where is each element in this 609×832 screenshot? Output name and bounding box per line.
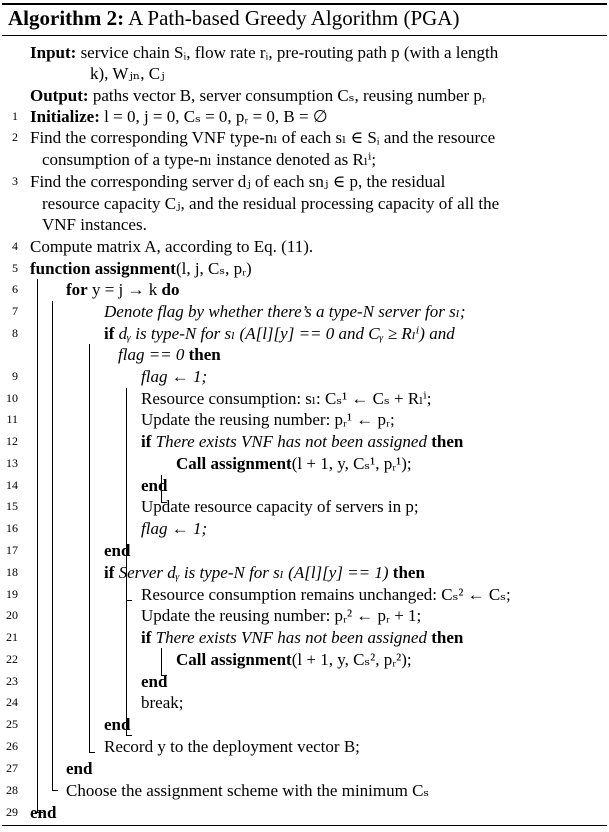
block-bar [161, 648, 162, 675]
algorithm-line [42, 149, 376, 170]
block-hook [52, 790, 58, 791]
algorithm-line [30, 171, 445, 192]
keyword: end [104, 541, 131, 560]
algorithm-line [66, 279, 180, 300]
bottom-rule [2, 825, 607, 826]
line-text: Resource consumption remains unchanged: Cₛ² ← Cₛ; [141, 585, 511, 604]
line-text: Update the reusing number: pᵣ¹ ← pᵣ; [141, 410, 395, 429]
algorithm-line [42, 193, 499, 214]
line-text: Update the reusing number: pᵣ² ← pᵣ + 1; [141, 606, 422, 625]
title-rule [2, 35, 607, 36]
keyword: end [30, 803, 57, 822]
algorithm-line [104, 562, 425, 583]
line-number: 7 [12, 304, 18, 318]
line-number: 1 [12, 109, 18, 123]
line-number: 18 [6, 565, 18, 579]
keyword: Initialize: [30, 107, 100, 126]
algorithm-title [8, 6, 459, 31]
line-text: There exists VNF has not been assigned [151, 432, 432, 451]
block-hook [161, 675, 167, 676]
line-number: 14 [6, 478, 18, 492]
output-text: paths vector B, server consumption Cₛ, reusing number pᵣ [92, 86, 486, 105]
algorithm-line [141, 605, 421, 626]
line-text: flag ← 1; [141, 367, 208, 386]
algorithm-line [141, 627, 463, 648]
top-rule [2, 3, 607, 5]
line-text: dᵧ is type-N for sₗ (A[l][y] == 0 and Cᵧ ≥ Rₗⁱ) and [114, 324, 455, 343]
keyword: end [66, 759, 93, 778]
block-hook [37, 812, 43, 813]
line-text: Update resource capacity of servers in p; [141, 497, 419, 516]
algorithm-line [104, 323, 455, 344]
algorithm-line [141, 496, 419, 517]
line-number: 4 [12, 239, 18, 253]
line-text: flag ← 1; [141, 519, 208, 538]
line-text: (l + 1, y, Cₛ², pᵣ²); [291, 650, 412, 669]
keyword: function assignment [30, 259, 176, 278]
algorithm-line [141, 692, 183, 713]
line-number: 6 [12, 282, 18, 296]
algorithm-line [141, 475, 167, 496]
line-text: Record y to the deployment vector B; [104, 737, 360, 756]
algorithm-line [141, 584, 511, 605]
keyword-then: then [431, 628, 464, 647]
line-text: y = j → k [87, 280, 162, 299]
input-line-1 [30, 42, 498, 63]
line-number: 19 [6, 587, 18, 601]
keyword-then: then [188, 345, 221, 364]
line-number: 8 [12, 326, 18, 340]
line-number: 29 [6, 805, 18, 819]
input-text-2: k), Wⱼₙ, Cⱼ [90, 64, 165, 83]
algorithm-line [30, 802, 56, 823]
block-bar [52, 301, 53, 790]
algorithm-line [176, 649, 412, 670]
line-number: 17 [6, 543, 18, 557]
algorithm-line [66, 780, 429, 801]
line-text: consumption of a type-nₗ instance denoted as Rₗⁱ; [42, 150, 377, 169]
line-text: VNF instances. [42, 215, 147, 234]
line-number: 20 [6, 608, 18, 622]
block-bar [126, 601, 127, 735]
algorithm-line [141, 518, 207, 539]
line-text: (l, j, Cₛ, pᵣ) [175, 259, 252, 278]
line-text: Compute matrix A, according to Eq. (11). [30, 237, 314, 256]
line-number: 27 [6, 761, 18, 775]
keyword: if [141, 432, 152, 451]
algorithm-line [176, 453, 412, 474]
block-bar [89, 344, 90, 752]
algorithm-line [104, 301, 466, 322]
keyword: if [104, 563, 115, 582]
keyword: end [141, 476, 168, 495]
line-text: Denote flag by whether there’s a type-N server for sₗ; [104, 302, 466, 321]
algorithm-label: Algorithm 2: [8, 6, 125, 30]
algorithm-line [141, 388, 431, 409]
line-number: 10 [6, 391, 18, 405]
input-text-1: service chain Sᵢ, flow rate rᵢ, pre-routing path p (with a length [80, 43, 499, 62]
keyword: Call assignment [176, 650, 292, 669]
algorithm-line [42, 214, 147, 235]
line-text: break; [141, 693, 184, 712]
line-number: 21 [6, 630, 18, 644]
line-number: 2 [12, 130, 18, 144]
line-number: 9 [12, 369, 18, 383]
block-hook [89, 752, 95, 753]
keyword: end [104, 715, 131, 734]
block-hook [126, 735, 132, 736]
line-text: resource capacity Cⱼ, and the residual processing capacity of all the [42, 194, 500, 213]
line-number: 28 [6, 783, 18, 797]
algorithm-line [30, 258, 252, 279]
block-bar [37, 279, 38, 812]
algorithm-line [30, 127, 495, 148]
algorithm-line [66, 758, 92, 779]
keyword: for [66, 280, 88, 299]
keyword: if [141, 628, 152, 647]
output-label: Output: [30, 86, 89, 105]
line-text: l = 0, j = 0, Cₛ = 0, pᵣ = 0, B = ∅ [99, 107, 328, 126]
block-hook [161, 502, 167, 503]
line-number: 3 [12, 174, 18, 188]
line-number: 13 [6, 456, 18, 470]
algorithm-line [104, 736, 360, 757]
line-number: 5 [12, 261, 18, 275]
line-text: Choose the assignment scheme with the minimum Cₛ [66, 781, 430, 800]
line-number: 24 [6, 695, 18, 709]
line-number: 26 [6, 739, 18, 753]
line-number: 22 [6, 652, 18, 666]
algorithm-name: A Path-based Greedy Algorithm (PGA) [128, 6, 460, 30]
line-number: 15 [6, 499, 18, 513]
line-number: 12 [6, 434, 18, 448]
line-text: Find the corresponding VNF type-nₗ of each sₗ ∈ Sᵢ and the resource [30, 128, 496, 147]
line-text: Server dᵧ is type-N for sₗ (A[l][y] == 1) [114, 563, 393, 582]
line-number: 16 [6, 521, 18, 535]
keyword: Call assignment [176, 454, 292, 473]
algorithm-line [118, 344, 221, 365]
line-text: Resource consumption: sₗ: Cₛ¹ ← Cₛ + Rₗⁱ; [141, 389, 432, 408]
algorithm-line [141, 366, 207, 387]
line-text: Find the corresponding server dⱼ of each snⱼ ∈ p, the residual [30, 172, 446, 191]
block-bar [161, 475, 162, 502]
line-number: 25 [6, 717, 18, 731]
line-text: (l + 1, y, Cₛ¹, pᵣ¹); [291, 454, 412, 473]
line-number: 11 [6, 412, 18, 426]
block-bar [126, 388, 127, 600]
keyword: end [141, 672, 168, 691]
algorithm-line [141, 409, 395, 430]
line-number: 23 [6, 674, 18, 688]
keyword: if [104, 324, 115, 343]
line-text: flag == 0 [118, 345, 189, 364]
input-label: Input: [30, 43, 77, 62]
algorithm-line [30, 106, 328, 127]
output-line [30, 85, 486, 106]
keyword-then: do [161, 280, 180, 299]
input-line-2 [90, 63, 165, 84]
line-text: There exists VNF has not been assigned [151, 628, 432, 647]
algorithm-line [141, 431, 463, 452]
keyword-then: then [392, 563, 425, 582]
keyword-then: then [431, 432, 464, 451]
algorithm-line [30, 236, 313, 257]
